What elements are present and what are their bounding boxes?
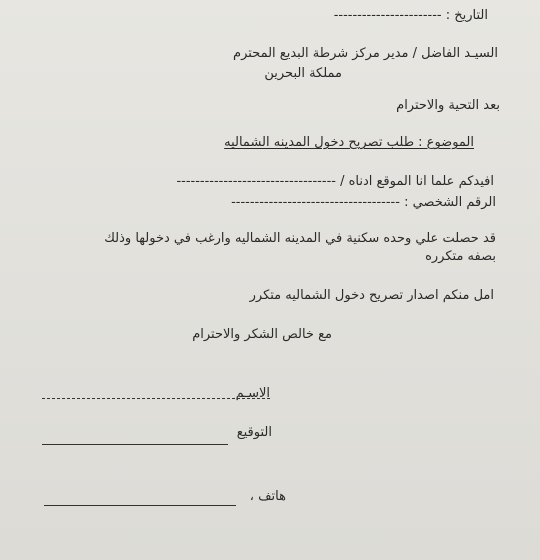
closing-line: مع خالص الشكر والاحترام <box>192 327 332 342</box>
date-line: التاريخ : ----------------------- <box>333 8 488 23</box>
informant-line: افيدكم علما انا الموقع ادناه / ---------------------------------- <box>176 174 494 189</box>
name-field-line <box>42 398 270 399</box>
subject-line: الموضوع : طلب تصريح دخول المدينه الشماليه <box>224 135 474 150</box>
phone-field-line <box>44 505 236 506</box>
signature-field-line <box>42 444 228 445</box>
addressee-line: السيـد الفاضل / مدير مركز شرطة البديع المحترم <box>233 46 498 61</box>
greeting-line: بعد التحية والاحترام <box>396 98 500 113</box>
personal-id-line: الرقم الشخصي : ------------------------------------ <box>231 195 496 210</box>
request-line: امل منكم اصدار تصريح دخول الشماليه متكرر <box>249 288 494 303</box>
name-label: الاسـم <box>235 386 270 401</box>
body-paragraph-line: قد حصلت علي وحده سكنية في المدينه الشماليه وارغب في دخولها وذلك <box>104 231 496 246</box>
phone-label: هاتف ، <box>249 489 286 504</box>
country-line: مملكة البحرين <box>264 66 342 81</box>
signature-label: التوقيع <box>236 425 272 440</box>
body-paragraph-continuation: بصفه متكرره <box>425 249 496 264</box>
